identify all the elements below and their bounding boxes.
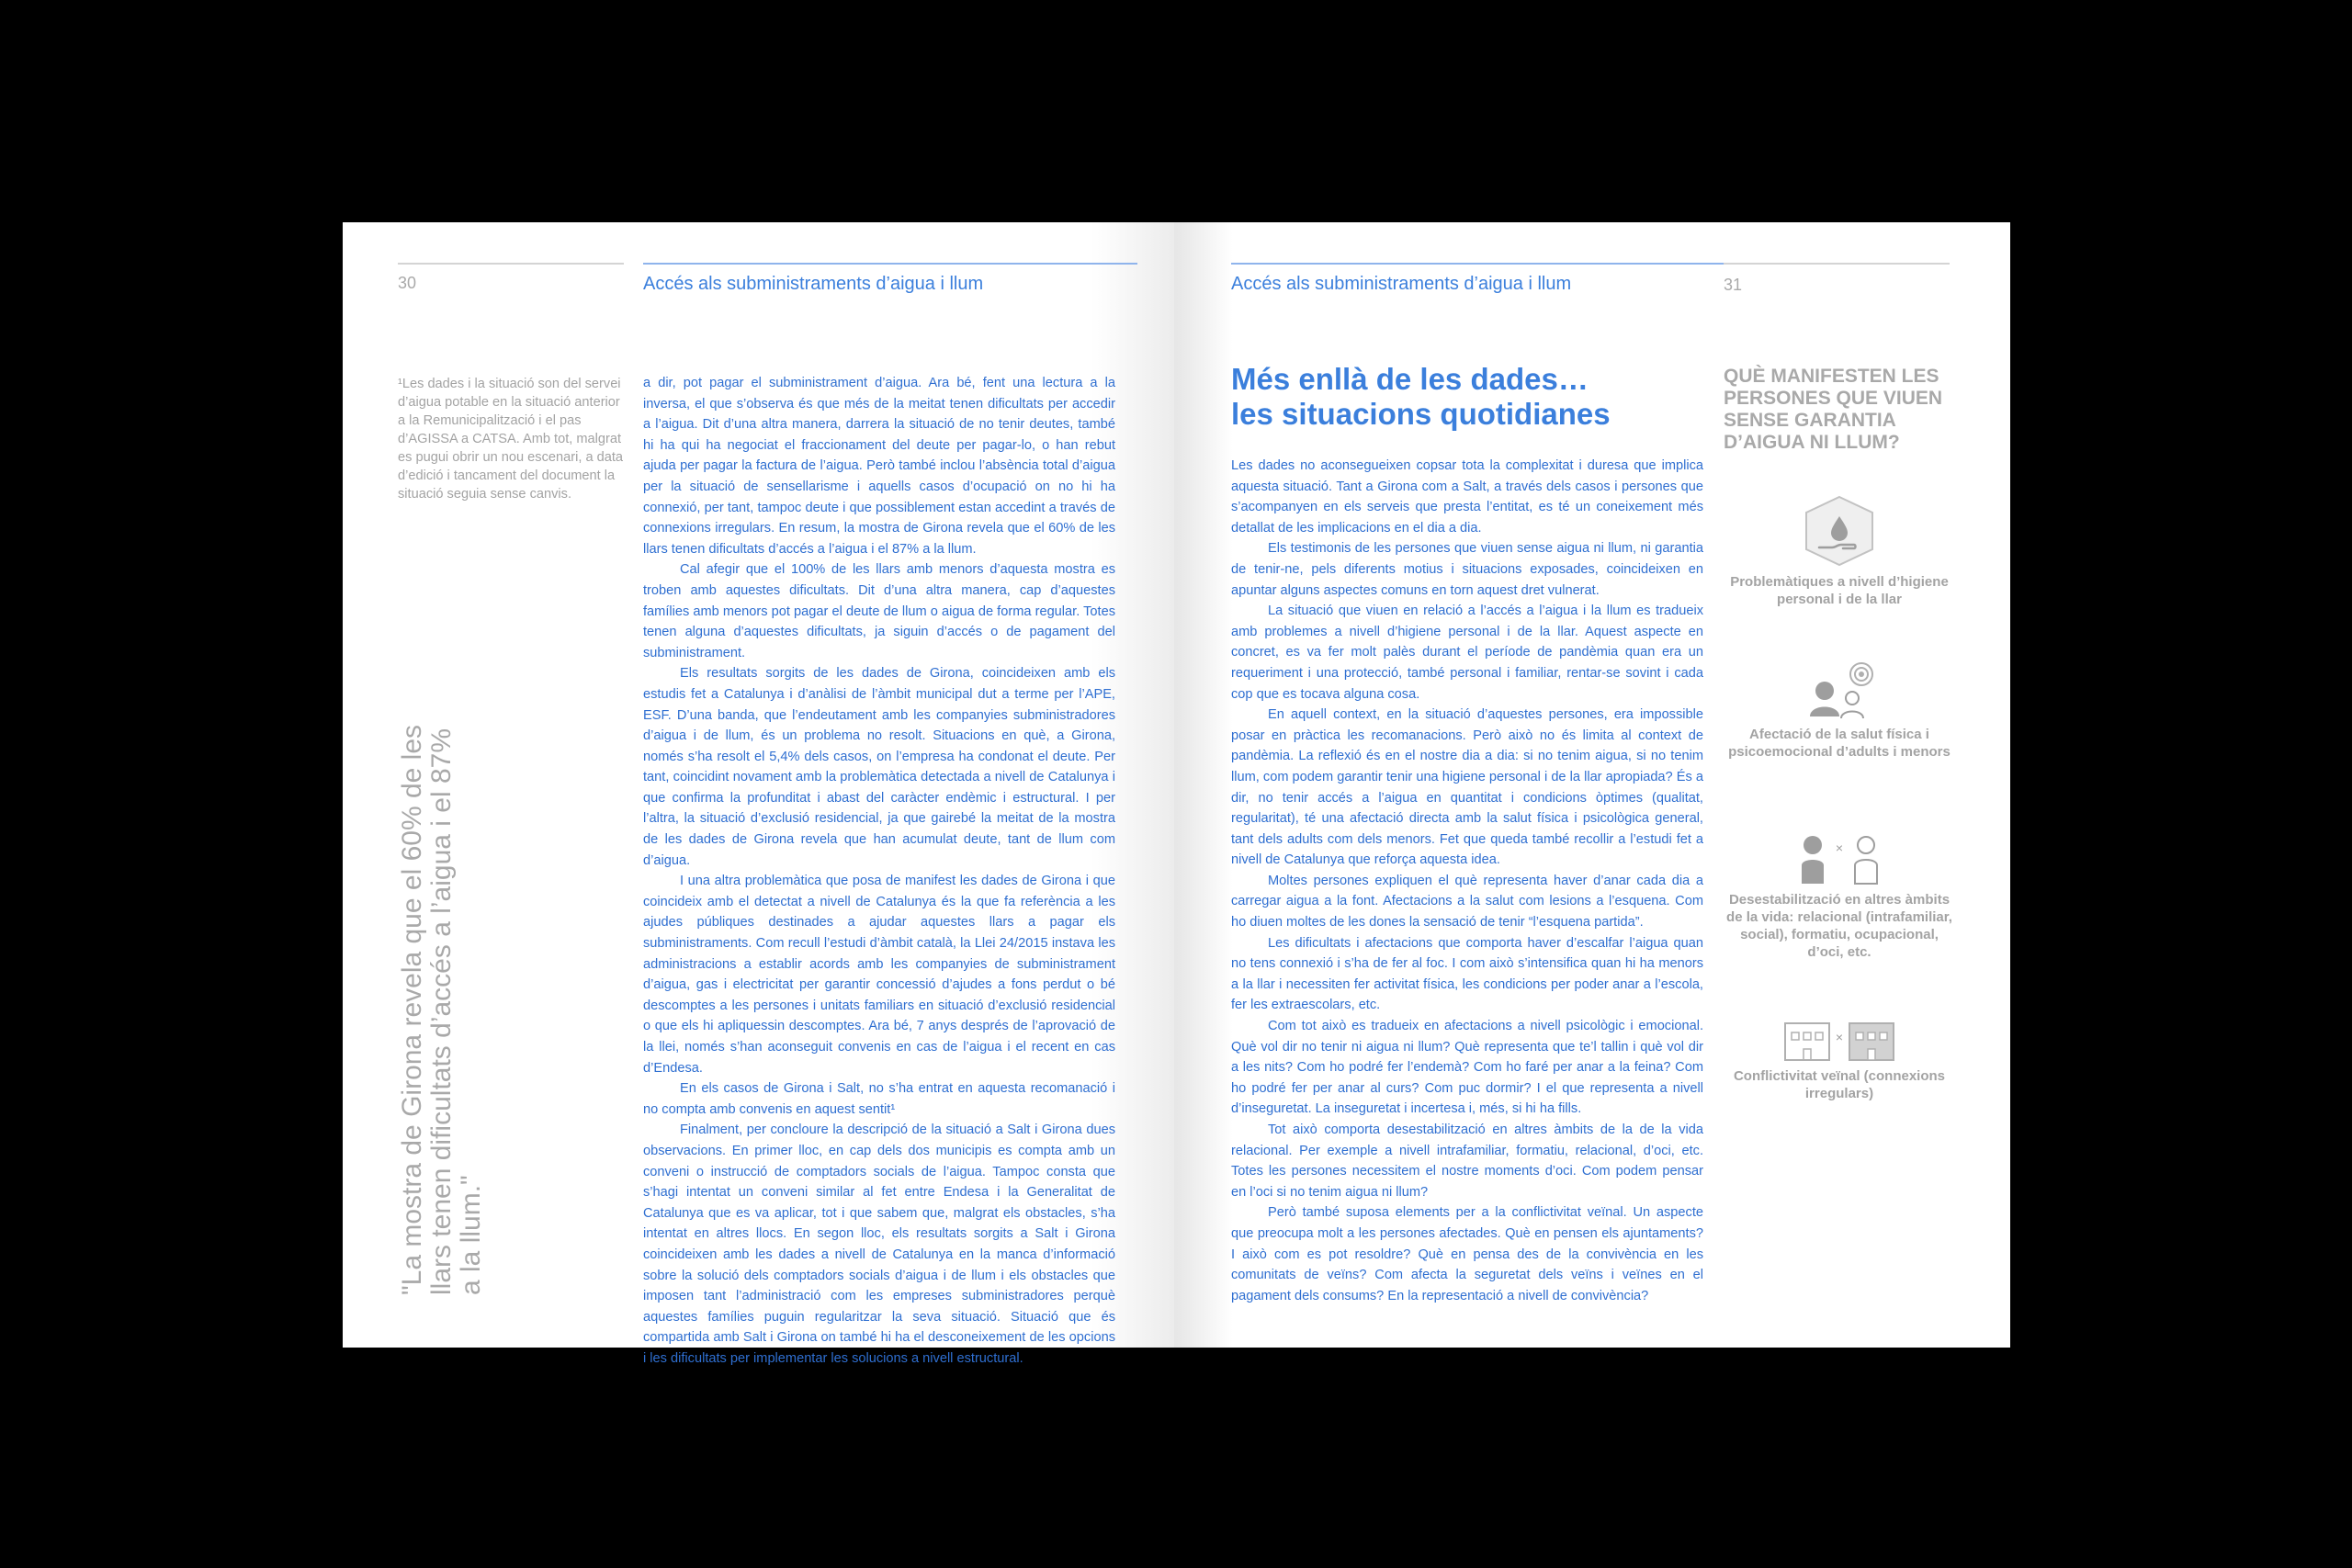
icon-caption: Conflictivitat veïnal (connexions irregulars) [1733,1068,1946,1101]
page-number: 30 [398,274,417,292]
paragraph: Les dades no aconsegueixen copsar tota la complexitat i duresa que implica aquesta situació. Tant a Girona com a Salt, a través dels casos i persones que s’acompanyen en els serveis que presta l’entitat, es té un coneixement més detallat de les implicacions en el dia a dia. [1231,458,1703,536]
page-number: 31 [1724,276,1743,294]
adult-child-health-icon [1801,661,1878,720]
hand-water-drop-icon [1801,494,1878,568]
sidebar-item [1722,1018,1957,1102]
paragraph: Les dificultats i afectacions que comporta haver d’escalfar l’aigua quan no tens connexió i s’ha de fer al foc. I com això s’intensifica quan hi ha menors a la llar i necessiten fer activitat física, les condicions per poder anar a l’escola, fer les extraescolars, etc. [1231,935,1703,1013]
paragraph: Com tot això es tradueix en afectacions a nivell psicològic i emocional. Què vol dir no tenir ni aigua ni llum? Què representa que te’l tallin i què vol dir a les nits? Com ho podré fer l’endemà? Com ho faré per anar a la feina? Com ho podré fer per anar al curs? Com puc dormir? I el que representa a nivell d’inseguretat. La inseguretat i incertesa i, més, si hi ha fills. [1231,1019,1703,1117]
two-buildings-icon [1783,1018,1895,1062]
running-title-rule [643,263,1137,265]
heading-line-1: Més enllà de les dades… [1231,362,1589,396]
heading-line-2: les situacions quotidianes [1231,397,1611,431]
paragraph: Moltes persones expliquen el què representa haver d’anar cada dia a carregar aigua a la font. Afectacions a la salut com lesions a l’esquena. Com ho diuen moltes de les dones la sensació de tenir “l’esquena partida”. [1231,873,1703,931]
running-title: Accés als subministraments d’aigua i llum [1231,274,1572,294]
icon-caption: Problemàtiques a nivell d’higiene personal i de la llar [1730,574,1949,607]
running-title-rule [1231,263,1760,265]
paragraph: Però també suposa elements per a la conflictivitat veïnal. Un aspecte que preocupa molt a les persones afectades. Què en pensen els ajuntaments? I això com es pot resoldre? Què en pensa des de la convivència en les comunitats de veïns? Com afecta la seguretat dels veïns i veïnes en el pagament dels consums? En la representació a nivell de convivència? [1231,1205,1703,1303]
svg-text:×: × [1835,1030,1844,1044]
paragraph: En els casos de Girona i Salt, no s’ha entrat en aquesta recomanació i no compta amb convenis en aquest sentit¹ [643,1081,1115,1117]
left-body-text [643,373,1115,1370]
left-page [343,222,1174,1366]
paragraph: Els resultats sorgits de les dades de Girona, coincideixen amb els estudis fet a Catalunya i d’anàlisi de l’àmbit municipal dut a terme per l’APE, ESF. D’una banda, que l’endeutament amb les companyies subministradores d’aigua i de llum, és un problema no resolt. Situacions en què, a Girona, només s’ha resolt el 5,4% dels casos, on l’empresa ha condonat el deute. Per tant, coincidint novament amb la problemàtica detectada a nivell de Catalunya i que confirma la profunditat i abast del caràcter endèmic i estructural. I per l’altra, la situació d’exclusió residencial, ja que gairebé la meitat de la mostra de les dades de Girona revela que han acumulat deute, tant de llum com d’aigua. [643,666,1115,868]
paragraph: Tot això comporta desestabilització en altres àmbits de la de la vida relacional. Per exemple a nivell intrafamiliar, formatiu, relacional, d’oci, etc. Totes les persones necessitem el nostre moments d’oci. Com podem pensar en l’oci si no tenim aigua ni llum? [1231,1122,1703,1200]
section-heading [1231,362,1626,432]
pull-quote: "La mostra de Girona revela que el 60% de les llars tenen dificultats d’accés a l’aigua i el 87% a la llum." [397,724,486,1295]
icon-caption: Desestabilització en altres àmbits de la vida: relacional (intrafamiliar, social), formatiu, ocupacional, d’oci, etc. [1726,892,1952,960]
paragraph: Finalment, per concloure la descripció de la situació a Salt i Girona dues observacions. En primer lloc, en cap dels dos municipis es compta amb un conveni o instrucció de comptadors socials de l’aigua. Tampoc consta que s’hagi intentat un conveni similar al fet entre Endesa i la Generalitat de Catalunya que es va aplicar, tot i que sabem que, malgrat els obstacles, s’ha intentat en altres llocs. En segon lloc, els resultats sorgits a Salt i Girona coincideixen amb les dades a nivell de Catalunya en la manca d’informació sobre la solució dels comptadors socials d’aigua i de llum i els obstacles que imposen tant l’administració com les empreses subministradores perquè aquestes famílies puguin regularitzar la seva situació. Situació que és compartida amb Salt i Girona on també hi ha el desconeixement de les opcions i les dificultats per implementar les solucions a nivell estructural. [643,1122,1115,1366]
sidebar-item [1722,494,1957,608]
two-people-icon [1798,834,1881,886]
paragraph: En aquell context, en la situació d’aquestes persones, era impossible posar en pràctica les recomanacions. Però això no és limita al context de pandèmia. La reflexió és en el nostre dia a dia: si no tenim aigua, si no tenim llum, com podem garantir tenir una higiene personal i de la llar apropiada? És a dir, no tenir accés a l’aigua en quantitat i condicions òptimes (qualitat, regularitat), té una afectació directa amb la salut física i psicològica general, tant dels adults com dels menors. Fet que queda també recollir a l’estudi fet a nivell de Catalunya que reforça aquesta idea. [1231,707,1703,868]
side-note: ¹Les dades i la situació son del servei d’aigua potable en la situació anterior a la Remunicipalització i el pas d’AGISSA a CATSA. Amb tot, malgrat es pugui obrir un nou escenari, a data d’edició i tancament del document la situació seguia sense canvis. [398,377,624,502]
paragraph: Els testimonis de les persones que viuen sense aigua ni llum, ni garantia de tenir-ne, pels diferents motius i situacions exposades, coincideixen en apuntar alguns aspectes comuns en torn aquest dret vulnerat. [1231,541,1703,598]
running-title: Accés als subministraments d’aigua i llum [643,274,984,294]
page-number-rule [1724,263,1950,265]
svg-text:×: × [1835,840,1844,855]
paragraph: La situació que viuen en relació a l’accés a l’aigua i la llum es tradueix amb problemes a nivell d’higiene personal i de la llar. Aquest aspecte en concret, es va fer molt palès durant el període de pandèmia quan era un requeriment i una protecció, també personal i familiar, rentar-se sovint i cada cop que es tocava alguna cosa. [1231,604,1703,702]
icon-caption: Afectació de la salut física i psicoemocional d’adults i menors [1728,727,1951,760]
sidebar-item [1722,661,1957,761]
right-page [1174,222,2010,1348]
right-body-text [1231,456,1703,1306]
paragraph: Cal afegir que el 100% de les llars amb menors d’aquesta mostra es troben amb aquestes dificultats. Dit d’una altra manera, cap d’aquestes famílies amb menors pot pagar el deute de llum o aigua de forma regular. Totes tenen alguna d’aquestes dificultats, ja siguin d’accés o de pagament del subministrament. [643,562,1115,660]
sidebar-item [1722,834,1957,961]
paragraph: I una altra problemàtica que posa de manifest les dades de Girona i que coincideix amb el detectat a nivell de Catalunya és la que fa referència a les ajudes públiques destinades a ajudar aquestes llars a pagar els subministraments. Com recull l’estudi d’àmbit català, la Llei 24/2015 instava les administracions a establir acords amb les companyies de subministrament d’aigua, gas i electricitat per garantir concessió d’ajudes a fons perdut o bé descomptes a les persones i unitats familiars en situació d’exclusió residencial o que els hi apliquessin descomptes. Ara bé, 7 anys després de l’aprovació de la llei, només s’han aconseguit convenis en cas de l’aigua i el recent en cas d’Endesa. [643,874,1115,1076]
paragraph: a dir, pot pagar el subministrament d’aigua. Ara bé, fent una lectura a la inversa, el que s’observa és que més de la meitat tenen dificultats per accedir a l’aigua. Dit d’una altra manera, darrera la situació de no tenir deutes, també hi ha qui ha negociat el fraccionament del deute per pagar-lo, o han rebut ajuda per pagar la factura de l’aigua. Però també inclou l’absència total d’aigua per la situació de sensellarisme i aquells casos d’ocupació on no hi ha connexió, per tant, tampoc deute i que possiblement estan accedint a través de connexions irregulars. En resum, la mostra de Girona revela que el 60% de les llars tenen dificultats d’accés a l’aigua i el 87% a la llum. [643,376,1115,557]
page-number-rule [398,263,624,265]
sidebar-title: QUÈ MANIFESTEN LES PERSONES QUE VIUEN SENSE GARANTIA D’AIGUA NI LLUM? [1724,366,1943,453]
